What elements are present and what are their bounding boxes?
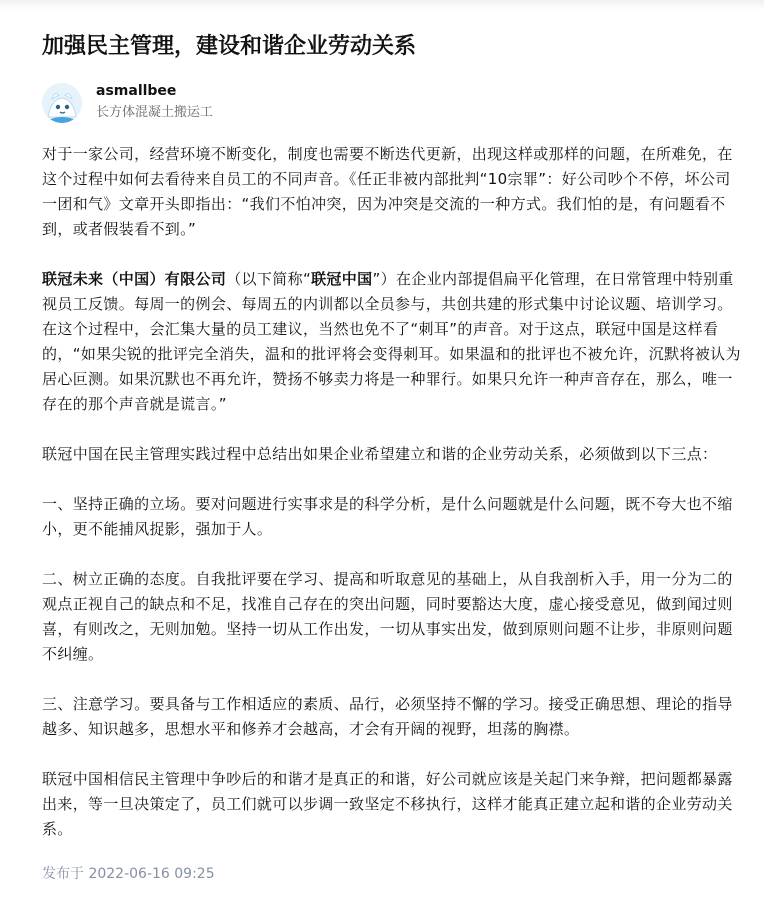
paragraph-7: 联冠中国相信民主管理中争吵后的和谐才是真正的和谐，好公司就应该是关起门来争辩，把问题都暴露出来，等一旦决策定了，员工们就可以步调一致坚定不移执行，这样才能真正建立起和谐的企业劳动关系。 — [42, 770, 733, 838]
company-name-bold: 联冠未来（中国）有限公司 — [42, 270, 227, 288]
article-title: 加强民主管理，建设和谐企业劳动关系 — [42, 34, 417, 59]
author-bio: 长方体混凝土搬运工 — [96, 105, 214, 120]
paragraph-4: 一、坚持正确的立场。要对问题进行实事求是的科学分析，是什么问题就是什么问题，既不夸大也不缩小，更不能捕风捉影，强加于人。 — [42, 495, 733, 538]
paragraph-1: 对于一家公司，经营环境不断变化，制度也需要不断迭代更新，出现这样或那样的问题，在所难免，在这个过程中如何去看待来自员工的不同声音。《任正非被内部批判“10宗罪”：好公司吵个不停，坏公司一团和气》文章开头即指出：“我们不怕冲突，因为冲突是交流的一种方式。我们怕的是，有问题看不到，或者假装看不到。” — [42, 145, 733, 238]
author-info — [42, 82, 722, 122]
paragraph-2-text-a: （以下简称“ — [226, 270, 312, 288]
paragraph-5: 二、树立正确的态度。自我批评要在学习、提高和听取意见的基础上，从自我剖析入手，用一分为二的观点正视自己的缺点和不足，找准自己存在的突出问题，同时要豁达大度，虚心接受意见，做到闻过则喜，有则改之，无则加勉。坚持一切从工作出发，一切从事实出发，做到原则问题不让步，非原则问题不纠缠。 — [42, 570, 733, 663]
author-name[interactable]: asmallbee — [96, 83, 177, 99]
company-short-name-bold: 联冠中国 — [311, 270, 373, 288]
paragraph-3: 联冠中国在民主管理实践过程中总结出如果企业希望建立和谐的企业劳动关系，必须做到以下三点： — [42, 445, 718, 463]
paragraph-6: 三、注意学习。要具备与工作相适应的素质、品行，必须坚持不懈的学习。接受正确思想、理论的指导越多、知识越多，思想水平和修养才会越高，才会有开阔的视野，坦荡的胸襟。 — [42, 695, 733, 738]
paragraph-2-text-b: ”）在企业内部提倡扁平化管理，在日常管理中特别重视员工反馈。每周一的例会、每周五的内训都以全员参与，共创共建的形式集中讨论议题、培训学习。在这个过程中，会汇集大量的员工建议，当然也免不了“刺耳”的声音。对于这点，联冠中国是这样看的，“如果尖锐的批评完全消失，温和的批评将会变得刺耳。如果温和的批评也不被允许，沉默将被认为居心叵测。如果沉默也不再允许，赞扬不够卖力将是一种罪行。如果只允许一种声音存在，那么，唯一存在的那个声音就是谎言。” — [42, 270, 741, 413]
paragraph-2 — [42, 267, 744, 417]
cartoon-creature-avatar-icon — [42, 83, 82, 123]
publish-time: 发布于 2022-06-16 09:25 — [42, 866, 215, 882]
avatar[interactable] — [42, 83, 82, 123]
article-content — [42, 142, 744, 867]
